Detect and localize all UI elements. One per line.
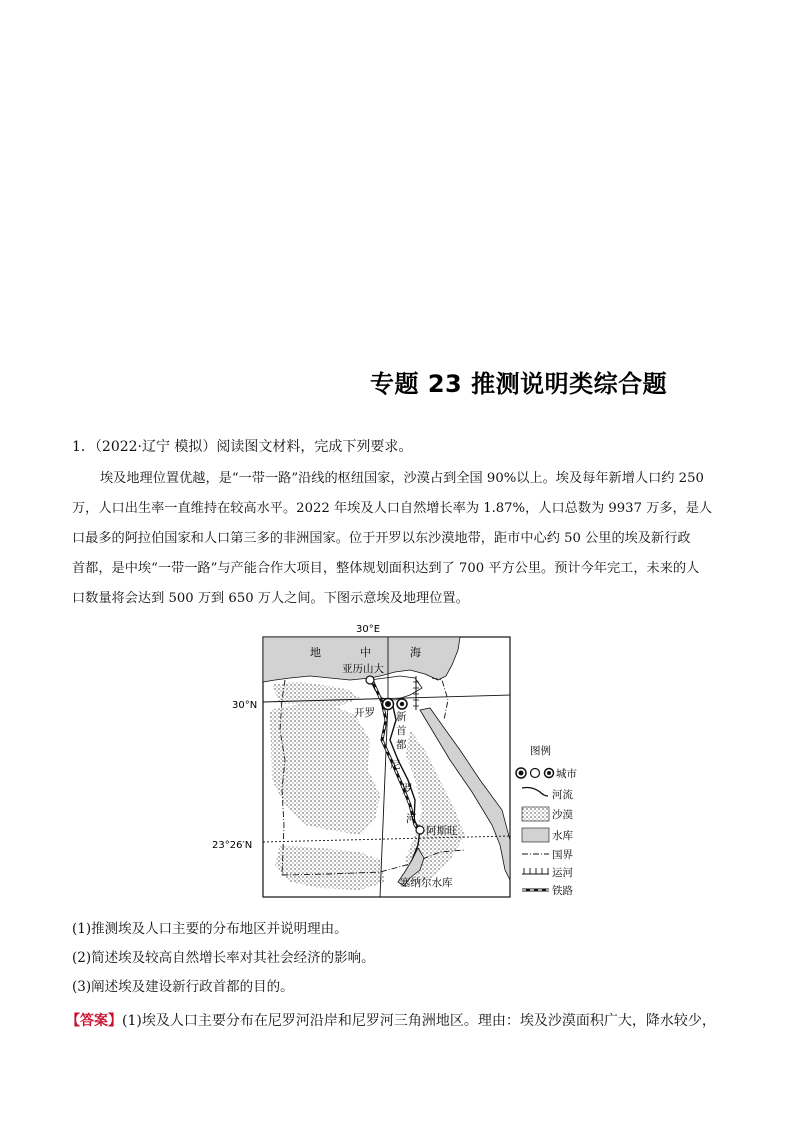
cairo-label: 开罗 bbox=[354, 707, 375, 719]
nile-label-char: 罗 bbox=[402, 783, 413, 795]
legend-label-canal: 运河 bbox=[552, 867, 573, 879]
paragraph-line: 埃及地理位置优越，是“一带一路”沿线的枢纽国家，沙漠占到全国 90%以上。埃及每年新增人口约 250 bbox=[100, 471, 704, 486]
new-capital-label-char: 首 bbox=[396, 725, 407, 737]
aswan-label: 阿斯旺 bbox=[426, 825, 458, 837]
alexandria-label: 亚历山大 bbox=[342, 663, 384, 675]
legend-title: 图例 bbox=[530, 745, 551, 757]
legend-canal-icon bbox=[522, 868, 549, 874]
new-capital-label-char: 新 bbox=[396, 711, 407, 723]
legend-city-icon bbox=[531, 769, 540, 778]
paragraph-line: 口最多的阿拉伯国家和人口第三多的非洲国家。位于开罗以东沙漠地带，距市中心约 50 公里的埃及新行政 bbox=[72, 531, 691, 546]
legend-city-icon-core bbox=[519, 771, 524, 776]
answer-tag: 【答案】 bbox=[66, 1013, 122, 1029]
sea-label-char: 地 bbox=[310, 646, 321, 659]
nile-label-char: 河 bbox=[406, 813, 417, 825]
legend-reservoir-icon bbox=[522, 828, 549, 842]
answer-line bbox=[66, 1010, 716, 1030]
new-capital-marker-core bbox=[400, 702, 404, 706]
legend-city-icon-core bbox=[547, 771, 551, 775]
cairo-marker-core bbox=[385, 701, 391, 707]
page-title: 专题 23 推测说明类综合题 bbox=[370, 370, 668, 398]
new-capital-label-char: 都 bbox=[396, 739, 407, 751]
alexandria-marker bbox=[366, 676, 374, 684]
legend-label-desert: 沙漠 bbox=[552, 809, 573, 821]
egypt-location-map bbox=[210, 620, 590, 902]
legend-river-icon bbox=[522, 788, 548, 797]
legend-label-border: 国界 bbox=[552, 849, 573, 861]
legend-desert-icon bbox=[522, 807, 549, 821]
mediterranean-sea bbox=[263, 637, 460, 682]
lat-label-tropic: 23°26′N bbox=[212, 840, 253, 851]
legend-label-reservoir: 水库 bbox=[552, 830, 573, 842]
aswan-marker bbox=[416, 826, 424, 834]
answer-text: (1)埃及人口主要分布在尼罗河沿岸和尼罗河三角洲地区。理由：埃及沙漠面积广大，降水较少， bbox=[122, 1013, 716, 1029]
map-legend bbox=[516, 744, 577, 897]
lat-label-30: 30°N bbox=[232, 700, 258, 711]
sea-label-char: 中 bbox=[360, 646, 371, 659]
sub-question-3: (3)阐述埃及建设新行政首都的目的。 bbox=[72, 979, 294, 995]
paragraph-line: 首都，是中埃“一带一路”与产能合作大项目，整体规划面积达到了 700 平方公里。预计今年完工，未来的人 bbox=[72, 561, 700, 576]
paragraph-line: 万，人口出生率一直维持在较高水平。2022 年埃及人口自然增长率为 1.87%，人口总数为 9937 万多，是人 bbox=[72, 501, 713, 516]
legend-label-railway: 铁路 bbox=[552, 885, 573, 897]
material-paragraph bbox=[72, 464, 722, 614]
paragraph-line: 口数量将会达到 500 万到 650 万人之间。下图示意埃及地理位置。 bbox=[72, 591, 469, 606]
legend-label-river: 河流 bbox=[552, 789, 573, 801]
sub-question-2: (2)简述埃及较高自然增长率对其社会经济的影响。 bbox=[72, 950, 375, 966]
sea-label-char: 海 bbox=[410, 646, 421, 659]
reservoir-label: 塞纳尔水库 bbox=[400, 877, 453, 889]
question-header: 1．（2022·辽宁 模拟）阅读图文材料，完成下列要求。 bbox=[72, 439, 413, 455]
legend-label-city: 城市 bbox=[556, 768, 577, 780]
sub-question-1: (1)推测埃及人口主要的分布地区并说明理由。 bbox=[72, 921, 348, 937]
lon-label: 30°E bbox=[356, 624, 381, 635]
nile-label-char: 尼 bbox=[390, 759, 401, 771]
